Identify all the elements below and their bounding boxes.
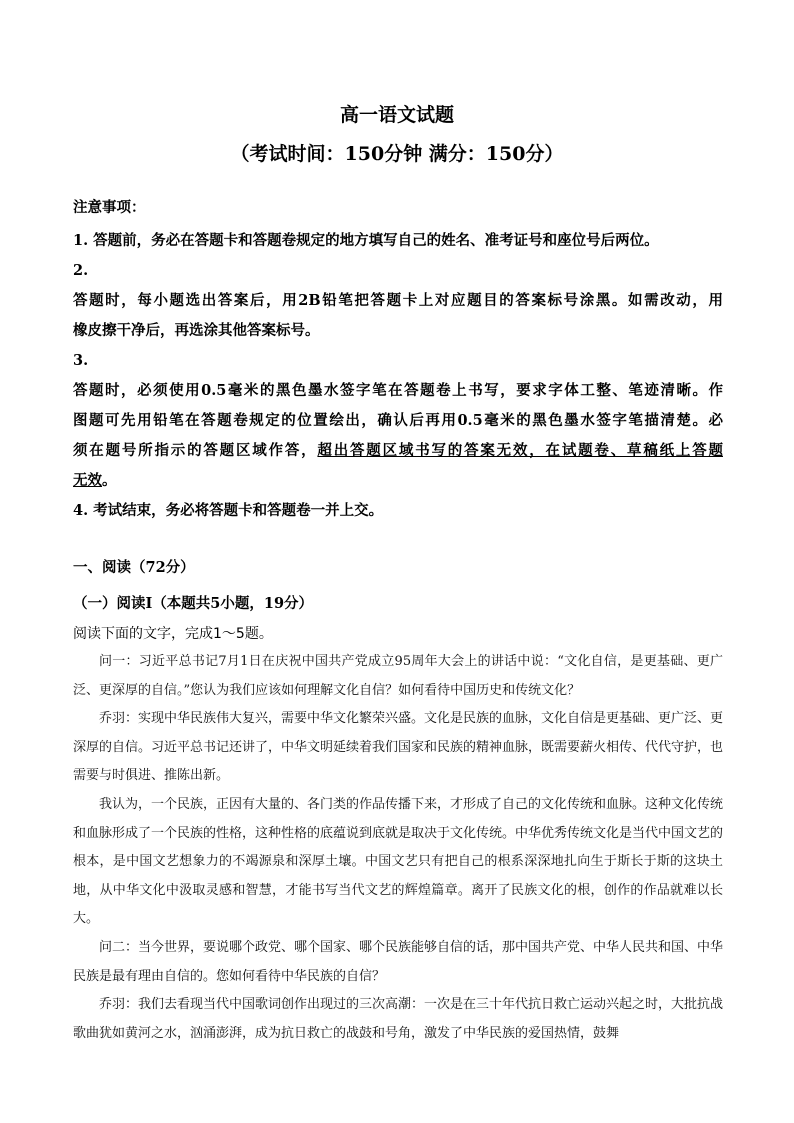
notice-item-3-period: 。 [102, 472, 117, 489]
page-title: 高一语文试题 [339, 104, 454, 126]
notice-item-3-number: 3. [73, 352, 89, 369]
notice-item-3-line-1: 答题时，必须使用0.5毫米的黑色墨水签字笔在答题卷上书写，要求字体工整、笔迹清晰。作 [73, 382, 723, 399]
passage-paragraph-3: 我认为，一个民族，正因有大量的、各门类的作品传播下来，才形成了自己的文化传统和血脉。这种文化传统和血脉形成了一个民族的性格，这种性格的底蕴说到底就是取决于文化传统。中华优秀传统文化是当代中国文艺的根本，是中国文艺想象力的不竭源泉和深厚土壤。中国文艺只有把自己的根系深深地扎向生于斯长于斯的这块土地，从中华文化中汲取灵感和智慧，才能书写当代文艺的辉煌篇章。离开了民族文化的根，创作的作品就难以长大。 [73, 796, 724, 927]
reading-instruction: 阅读下面的文字，完成1～5题。 [73, 626, 273, 642]
notice-item-3-warning: 超出答题区域书写的答案无效，在试题卷、草稿纸上答题 [317, 442, 723, 459]
exam-subtitle: （考试时间：150分钟 满分：150分） [230, 143, 564, 165]
passage-paragraph-5: 乔羽：我们去看现当代中国歌词创作出现过的三次高潮：一次是在三十年代抗日救亡运动兴起之时，大批抗战歌曲犹如黄河之水，汹涌澎湃，成为抗日救亡的战鼓和号角，激发了中华民族的爱国热情，鼓舞 [73, 997, 724, 1041]
notice-item-3-line-3 [73, 436, 723, 466]
notice-heading: 注意事项： [73, 199, 146, 216]
subsection-heading: （一）阅读Ⅰ（本题共5小题，19分） [73, 595, 314, 612]
passage-paragraph-2: 乔羽：实现中华民族伟大复兴，需要中华文化繁荣兴盛。文化是民族的血脉，文化自信是更基础、更广泛、更深厚的自信。习近平总书记还讲了，中华文明延续着我们国家和民族的精神血脉，既需要薪火相传、代代守护，也需要与时俱进、推陈出新。 [73, 711, 724, 784]
passage-paragraph-1: 问一：习近平总书记7月1日在庆祝中国共产党成立95周年大会上的讲话中说：“文化自信，是更基础、更广泛、更深厚的自信。”您认为我们应该如何理解文化自信？如何看待中国历史和传统文化？ [73, 654, 723, 698]
notice-item-1: 1. 答题前，务必在答题卡和答题卷规定的地方填写自己的姓名、准考证号和座位号后两位。 [73, 232, 659, 249]
notice-item-3-warning-end: 无效 [73, 472, 102, 489]
notice-item-2-number: 2. [73, 262, 89, 279]
notice-item-2-line-1: 答题时，每小题选出答案后，用2B铅笔把答题卡上对应题目的答案标号涂黑。如需改动，用 [73, 292, 723, 309]
notice-item-2-line-2: 橡皮擦干净后，再选涂其他答案标号。 [73, 322, 320, 339]
notice-item-4: 4. 考试结束，务必将答题卡和答题卷一并上交。 [73, 502, 384, 519]
reading-passage [73, 648, 723, 1048]
notice-section [73, 193, 723, 526]
notice-item-3-line-2: 图题可先用铅笔在答题卷规定的位置绘出，确认后再用0.5毫米的黑色墨水签字笔描清楚。必 [73, 412, 723, 429]
section-heading: 一、阅读（72分） [73, 559, 195, 576]
passage-paragraph-4: 问二：当今世界，要说哪个政党、哪个国家、哪个民族能够自信的话，那中国共产党、中华人民共和国、中华民族是最有理由自信的。您如何看待中华民族的自信？ [73, 939, 724, 984]
notice-item-3-line-4 [73, 466, 723, 496]
notice-item-3-text: 须在题号所指示的答题区域作答， [73, 442, 318, 459]
